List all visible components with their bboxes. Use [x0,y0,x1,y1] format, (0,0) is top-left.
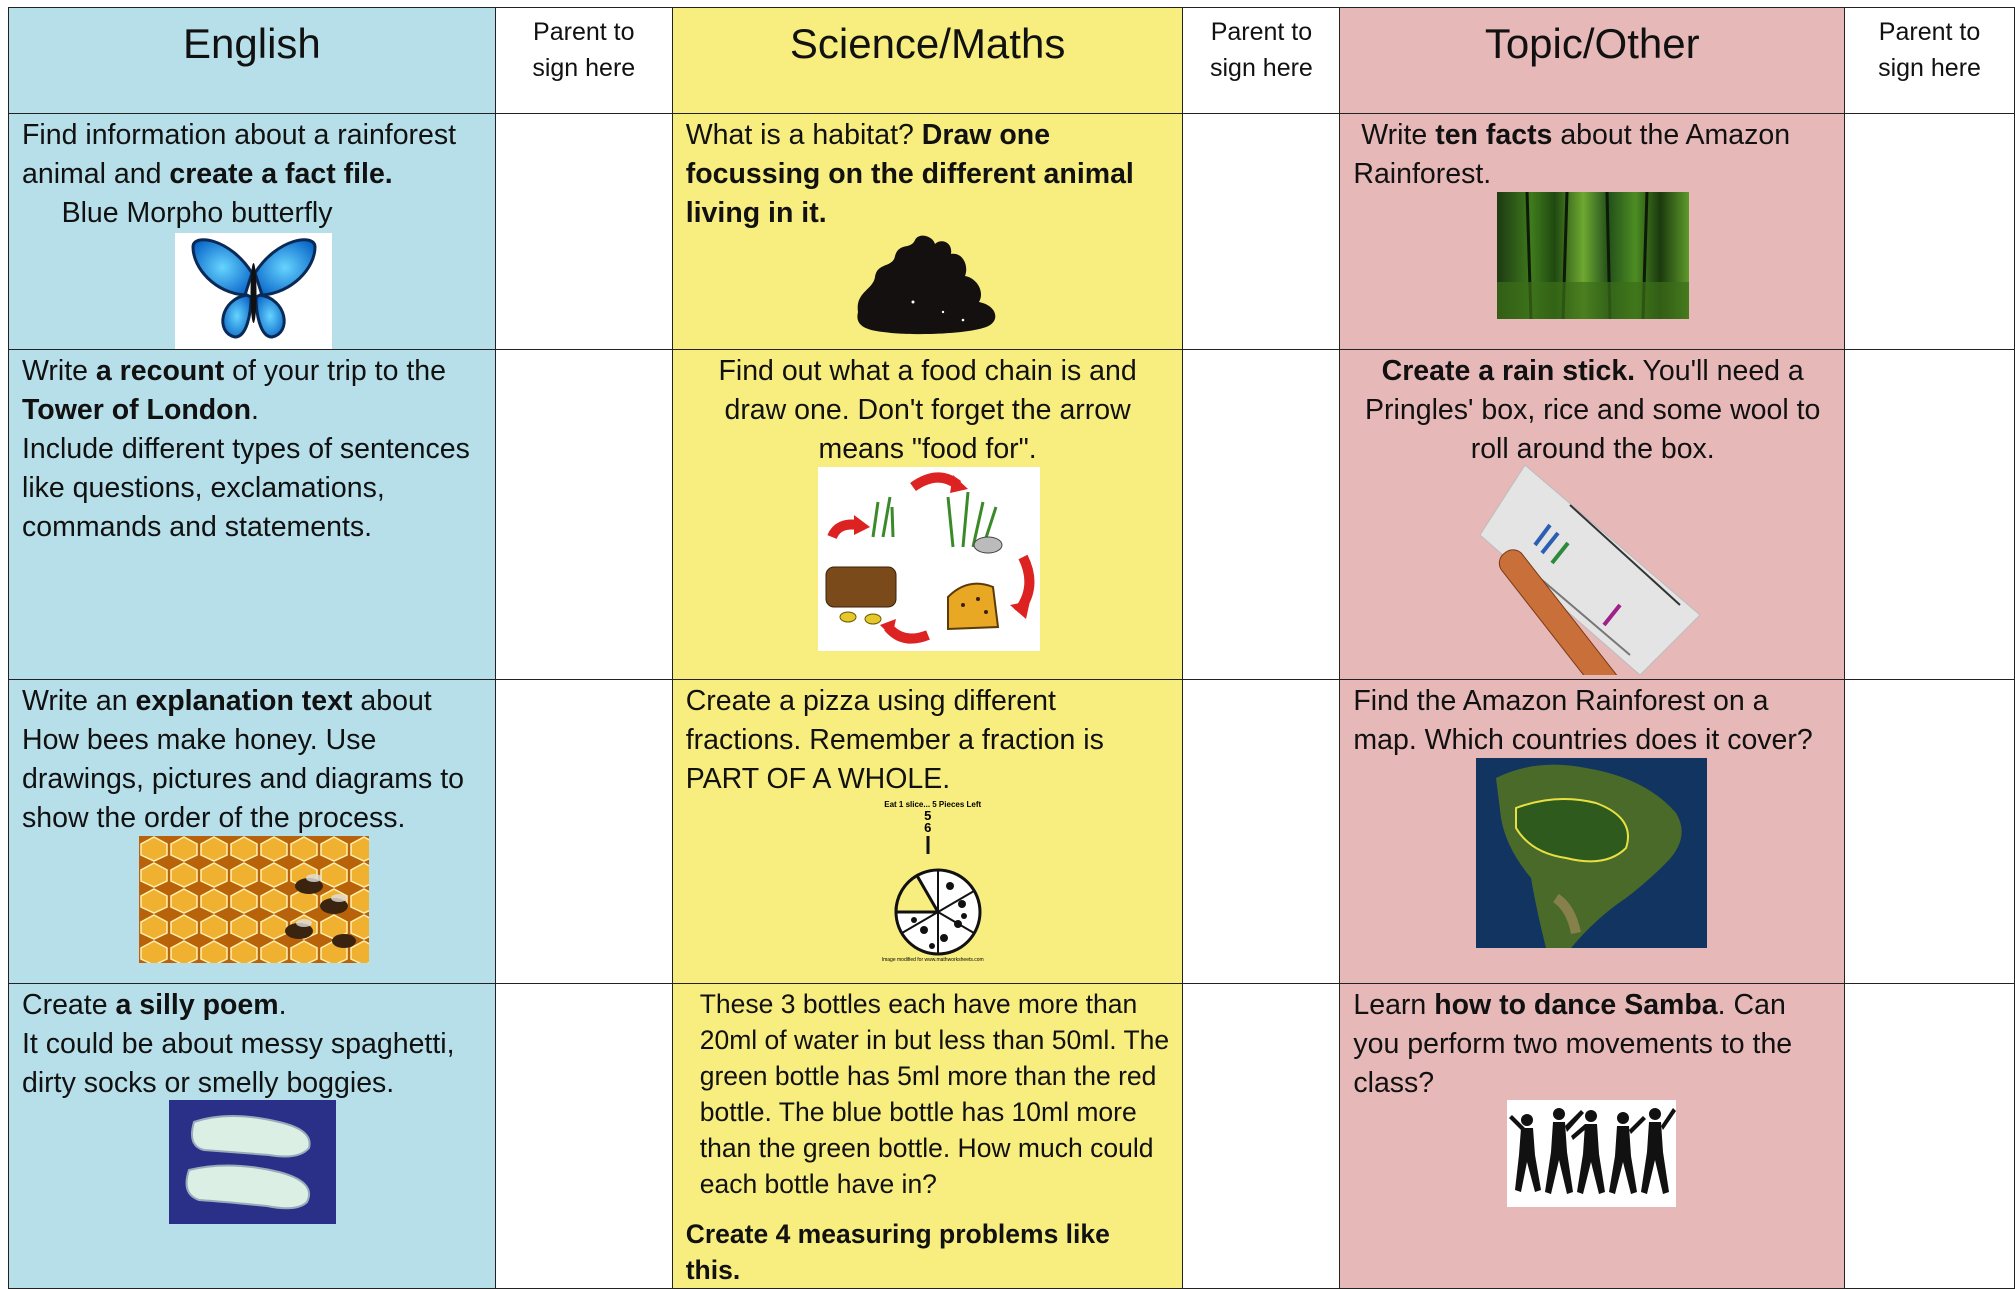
header-science: Science/Maths [672,8,1183,114]
pizza-fraction-diagram [858,800,1008,964]
task-topic-samba: Learn how to dance Samba. Can you perform two movements to the class? [1340,984,1845,1289]
parent-sign-box[interactable] [1183,114,1340,350]
header-english: English [9,8,496,114]
butterfly-icon [175,233,332,350]
habitat-silhouette-icon [853,232,1003,338]
pizza-fraction-number: 5 6 [924,808,932,835]
pizza-credit: Image modified for www.mathworksheets.com [881,957,984,963]
header-parent-sign: Parent to sign here [495,8,672,114]
parent-sign-box[interactable] [495,114,672,350]
food-chain-diagram [818,467,1040,651]
parent-sign-box[interactable] [1183,984,1340,1289]
task-english-explanation: Write an explanation text about How bees make honey. Use drawings, pictures and diagrams to show the order of the process. [9,680,496,984]
task-topic-facts: Write ten facts about the Amazon Rainforest. [1340,114,1845,350]
samba-dancers-icon [1507,1100,1676,1207]
parent-sign-box[interactable] [495,984,672,1289]
header-parent-sign: Parent to sign here [1845,8,2015,114]
task-science-pizza-fractions: Create a pizza using different fractions. Remember a fraction is PART OF A WHOLE. Eat 1 slice... 5 Pieces Left 5 6 Image modified for www.mathworksheets.com [672,680,1183,984]
parent-sign-box[interactable] [1183,350,1340,680]
parent-sign-box[interactable] [1845,114,2015,350]
task-english-fact-file: Find information about a rainforest animal and create a fact file. Blue Morpho butterfly [9,114,496,350]
task-topic-map: Find the Amazon Rainforest on a map. Which countries does it cover? [1340,680,1845,984]
parent-sign-box[interactable] [1845,680,2015,984]
task-english-poem: Create a silly poem. It could be about messy spaghetti, dirty socks or smelly boggies. [9,984,496,1289]
task-science-food-chain: Find out what a food chain is and draw one. Don't forget the arrow means "food for". [672,350,1183,680]
rainforest-photo [1497,192,1689,319]
task-english-recount: Write a recount of your trip to the Tower of London. Include different types of sentences like questions, exclamations, commands and statements. [9,350,496,680]
homework-grid [8,7,2015,1289]
parent-sign-box[interactable] [1183,680,1340,984]
amazon-map-photo [1476,758,1707,948]
task-science-measuring: These 3 bottles each have more than 20ml of water in but less than 50ml. The green bottle has 5ml more than the red bottle. The blue bottle has 10ml more than the green bottle. How much could each bottle have in? Create 4 measuring problems like this. [672,984,1183,1289]
task-science-habitat: What is a habitat? Draw one focussing on the different animal living in it. [672,114,1183,350]
pizza-caption: Eat 1 slice... 5 Pieces Left [884,800,982,809]
parent-sign-box[interactable] [1845,350,2015,680]
rain-stick-photo [1480,465,1700,675]
header-parent-sign: Parent to sign here [1183,8,1340,114]
socks-photo [169,1100,336,1224]
header-topic: Topic/Other [1340,8,1845,114]
task-topic-rain-stick: Create a rain stick. You'll need a Pringles' box, rice and some wool to roll around the box. [1340,350,1845,680]
parent-sign-box[interactable] [495,350,672,680]
parent-sign-box[interactable] [495,680,672,984]
parent-sign-box[interactable] [1845,984,2015,1289]
honeycomb-photo [139,836,369,963]
